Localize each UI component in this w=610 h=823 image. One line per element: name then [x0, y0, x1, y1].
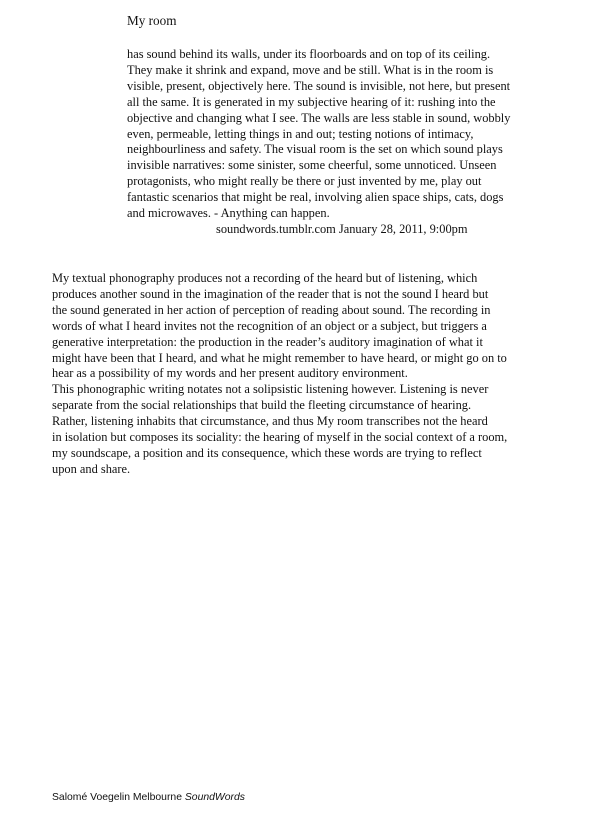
- quote-line: protagonists, who might really be there or just invented by me, play out: [127, 174, 482, 189]
- essay-body: [52, 271, 552, 478]
- essay-line: generative interpretation: the production in the reader’s auditory imagination of what it: [52, 334, 483, 349]
- quote-line: all the same. It is generated in my subjective hearing of it: rushing into the: [127, 94, 496, 109]
- quote-line: objective and changing what I see. The walls are less stable in sound, wobbly: [127, 110, 511, 125]
- quote-line: even, permeable, letting things in and out; testing notions of intimacy,: [127, 126, 474, 141]
- essay-line: might have been that I heard, and what he might remember to have heard, or might go on to: [52, 350, 507, 365]
- essay-line: produces another sound in the imagination of the reader that is not the sound I heard but: [52, 286, 489, 301]
- essay-line: my soundscape, a position and its consequence, which these words are trying to reflect: [52, 445, 482, 460]
- quote-line: and microwaves. - Anything can happen.: [127, 206, 330, 221]
- quote-source: soundwords.tumblr.com January 28, 2011, 9:00pm: [216, 221, 468, 236]
- quote-line: visible, present, objectively here. The sound is invisible, not here, but present: [127, 78, 511, 93]
- blog-quote: [127, 47, 511, 238]
- essay-line: in isolation but composes its sociality: the hearing of myself in the social context of a room,: [52, 430, 508, 445]
- footer-author: Salomé Voegelin Melbourne: [52, 792, 182, 803]
- footer-publication: SoundWords: [184, 792, 245, 803]
- essay-line: hear as a possibility of my words and her present auditory environment.: [52, 366, 408, 381]
- essay-line: upon and share.: [52, 461, 131, 476]
- quote-line: has sound behind its walls, under its floorboards and on top of its ceiling.: [127, 47, 491, 61]
- essay-line: This phonographic writing notates not a solipsistic listening however. Listening is never: [52, 382, 489, 397]
- page-footer: [52, 791, 245, 804]
- essay-line: separate from the social relationships that build the fleeting circumstance of hearing.: [52, 398, 472, 413]
- essay-line: Rather, listening inhabits that circumstance, and thus My room transcribes not the heard: [52, 414, 488, 429]
- quote-line: invisible narratives: some sinister, some cheerful, some unnoticed. Unseen: [127, 158, 497, 173]
- essay-line: the sound generated in her action of perception of reading about sound. The recording in: [52, 302, 491, 317]
- page-title: My room: [127, 13, 177, 28]
- essay-line: words of what I heard invites not the recognition of an object or a subject, but triggers a: [52, 318, 487, 333]
- quote-line: fantastic scenarios that might be real, involving alien space ships, cats, dogs: [127, 190, 504, 205]
- quote-line: They make it shrink and expand, move and be still. What is in the room is: [127, 62, 494, 77]
- essay-line: My textual phonography produces not a recording of the heard but of listening, which: [52, 271, 478, 285]
- quote-line: neighbourliness and safety. The visual room is the set on which sound plays: [127, 142, 503, 157]
